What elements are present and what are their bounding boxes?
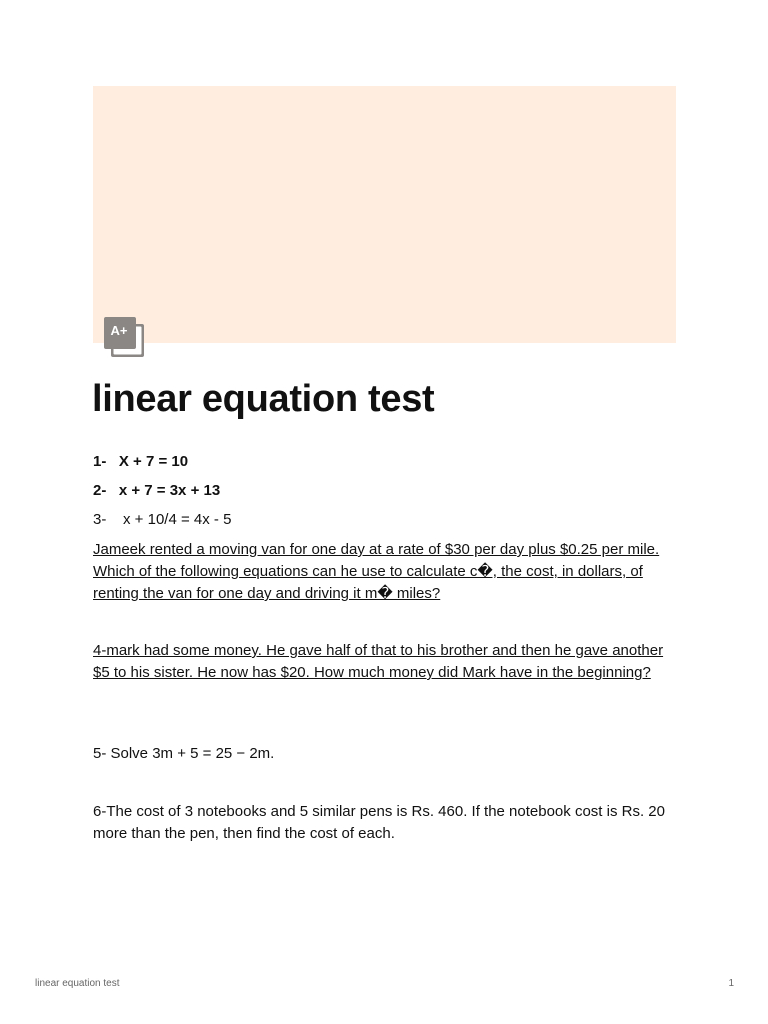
- word-problem-jameek: [93, 539, 678, 605]
- footer-document-name: linear equation test: [35, 978, 120, 989]
- question-4: [93, 640, 678, 684]
- question-6: 6-The cost of 3 notebooks and 5 similar pens is Rs. 460. If the notebook cost is Rs. 20 more than the pen, then find the cost of each.: [93, 803, 665, 842]
- question-4-text: 4-mark had some money. He gave half of that to his brother and then he gave another $5 to his sister. He now has $20. How much money did Mark have in the beginning?: [93, 642, 664, 681]
- question-3: 3- x + 10/4 = 4x - 5: [93, 511, 232, 528]
- cover-banner: [93, 86, 676, 343]
- footer-page-number: 1: [728, 978, 734, 989]
- grade-badge-icon: [104, 317, 144, 357]
- word-problem-jameek-text: Jameek rented a moving van for one day at a rate of $30 per day plus $0.25 per mile. Which of the following equations can he use to calculate c�, the cost, in dollars, of renting the van for one day and driving it m� miles?: [93, 541, 660, 602]
- badge-text: A+: [110, 323, 128, 338]
- question-1: 1- X + 7 = 10: [93, 453, 189, 470]
- question-5: 5- Solve 3m + 5 = 25 − 2m.: [93, 745, 275, 762]
- question-2: 2- x + 7 = 3x + 13: [93, 482, 221, 499]
- page-title: linear equation test: [92, 378, 435, 420]
